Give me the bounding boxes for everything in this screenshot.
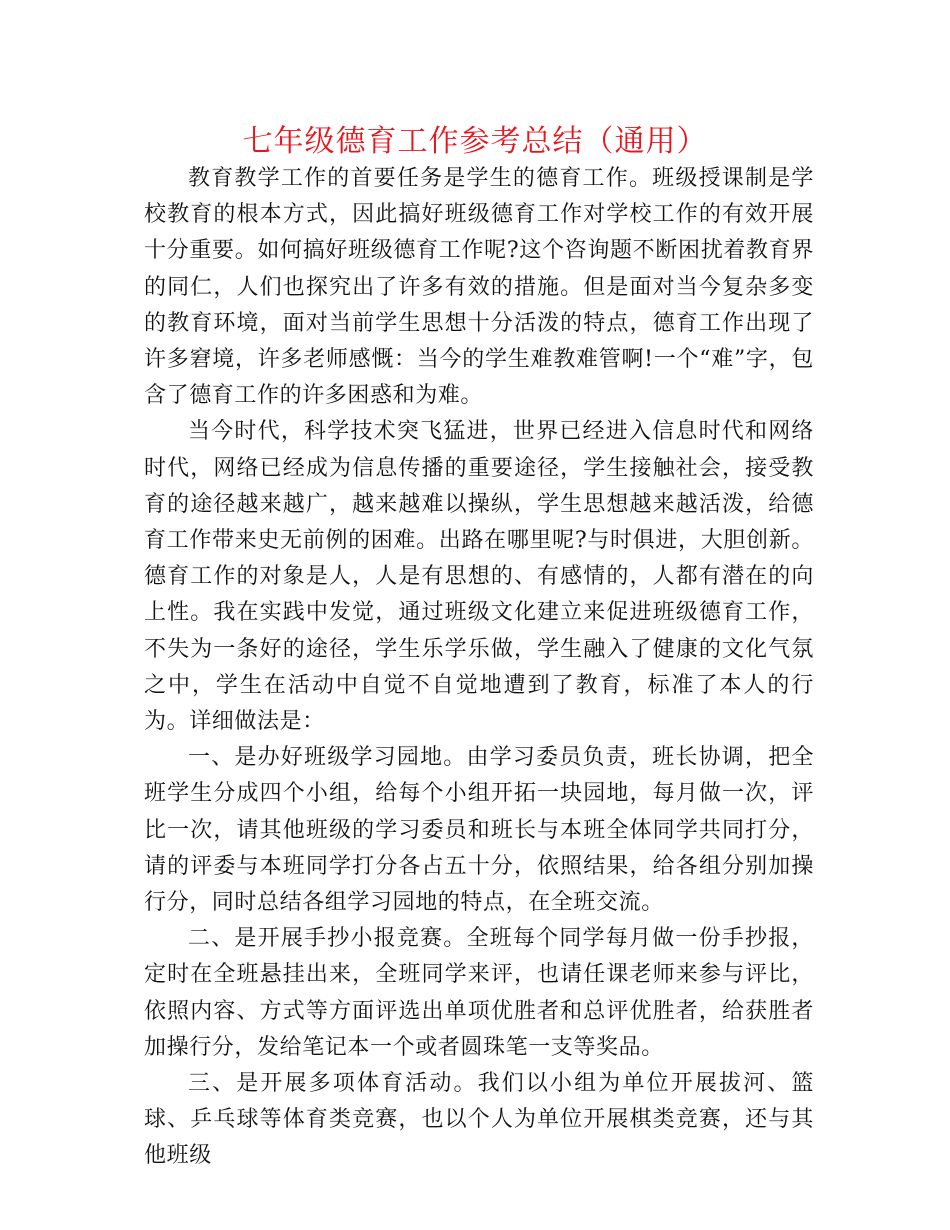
document-body [144, 161, 814, 1175]
paragraph-method-1: 一、是办好班级学习园地。由学习委员负责，班长协调，把全班学生分成四个小组，给每个小组开拓一块园地，每月做一次，评比一次，请其他班级的学习委员和班长与本班全体同学共同打分，请的评委与本班同学打分各占五十分，依照结果，给各组分别加操行分，同时总结各组学习园地的特点，在全班交流。 [144, 745, 814, 916]
paragraph-context: 当今时代，科学技术突飞猛进，世界已经进入信息时代和网络时代，网络已经成为信息传播的重要途径，学生接触社会，接受教育的途径越来越广，越来越难以操纵，学生思想越来越活泼，给德育工作带来史无前例的困难。出路在哪里呢?与时俱进，大胆创新。德育工作的对象是人，人是有思想的、有感情的，人都有潜在的向上性。我在实践中发觉，通过班级文化建立来促进班级德育工作，不失为一条好的途径，学生乐学乐做，学生融入了健康的文化气氛之中，学生在活动中自觉不自觉地遭到了教育，标准了本人的行为。详细做法是： [144, 419, 814, 735]
document-title: 七年级德育工作参考总结（通用） [242, 124, 708, 159]
paragraph-intro: 教育教学工作的首要任务是学生的德育工作。班级授课制是学校教育的根本方式，因此搞好班级德育工作对学校工作的有效开展十分重要。如何搞好班级德育工作呢?这个咨询题不断困扰着教育界的同仁，人们也探究出了许多有效的措施。但是面对当今复杂多变的教育环境，面对当前学生思想十分活泼的特点，德育工作出现了许多窘境，许多老师感慨：当今的学生难教难管啊!一个“难”字，包含了德育工作的许多困惑和为难。 [144, 166, 814, 409]
paragraph-method-2: 二、是开展手抄小报竞赛。全班每个同学每月做一份手抄报，定时在全班悬挂出来，全班同学来评，也请任课老师来参与评比，依照内容、方式等方面评选出单项优胜者和总评优胜者，给获胜者加操行分，发给笔记本一个或者圆珠笔一支等奖品。 [144, 926, 814, 1060]
paragraph-method-3: 三、是开展多项体育活动。我们以小组为单位开展拔河、篮球、乒乓球等体育类竞赛，也以个人为单位开展棋类竞赛，还与其他班级 [144, 1071, 814, 1169]
